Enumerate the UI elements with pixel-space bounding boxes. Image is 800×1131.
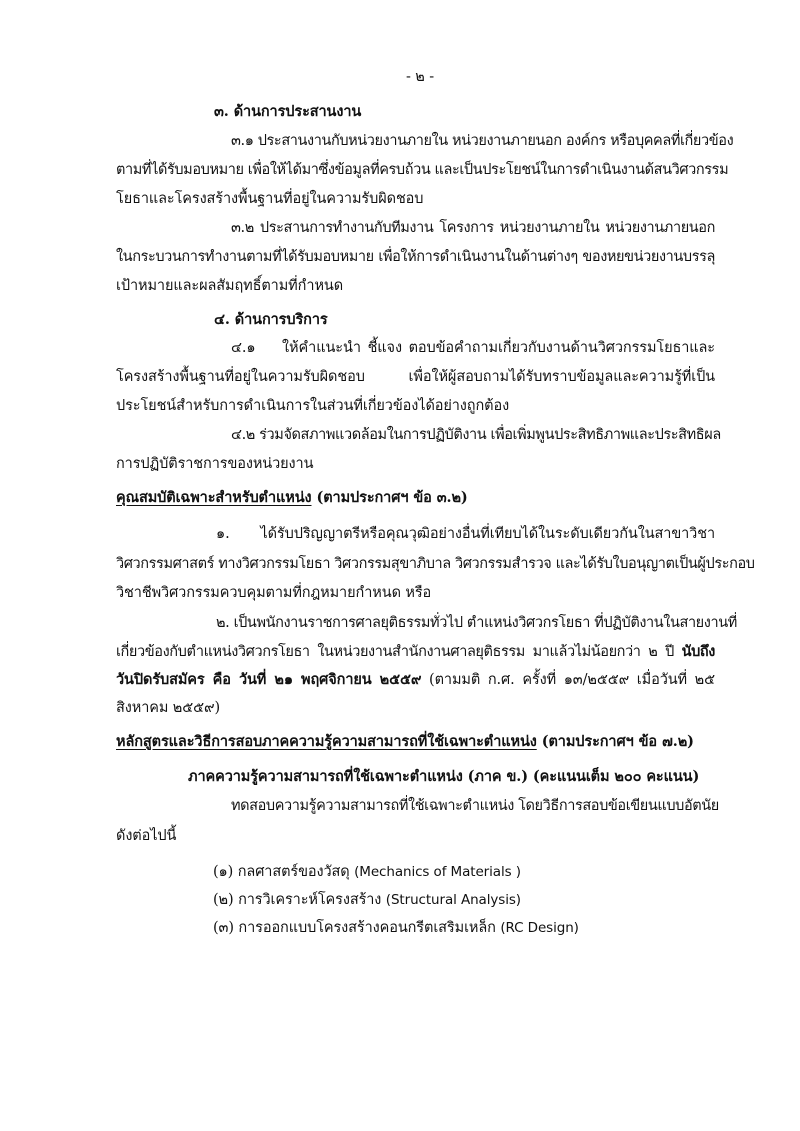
exam-item-3-thai: (๓) การออกแบบโครงสร้างคอนกรีตเสริมเหล็ก [213,920,501,936]
qualification-heading-ref: (ตามประกาศฯ ข้อ ๓.๒) [311,489,468,506]
exam-item-3-english: (RC Design) [500,920,579,936]
exam-item-2-english: (Structural Analysis) [385,892,521,908]
exam-item-3 [213,917,579,939]
qualification-2-line-4: สิงหาคม ๒๕๕๙) [116,700,221,716]
qualification-1-line-2: วิศวกรรมศาสตร์ ทางวิศวกรรมโยธา วิศวกรรมสุขาภิบาล วิศวกรรมสำรวจ และได้รับใบอนุญาตเป็นผู้ประกอบ [116,556,755,572]
exam-item-1-english: (Mechanics of Materials ) [354,864,521,880]
qualification-2-line-1: ๒. เป็นพนักงานราชการศาลยุติธรรมทั่วไป ตำแหน่งวิศวกรโยธา ที่ปฏิบัติงานในสายงานที่ [216,615,737,631]
qualification-1-line-1: ๑. ได้รับปริญญาตรีหรือคุณวุฒิอย่างอื่นที่เทียบได้ในระดับเดียวกันในสาขาวิชา [216,526,715,542]
exam-item-2-thai: (๒) การวิเคราะห์โครงสร้าง [213,892,386,908]
exam-description-line-1: ทดสอบความรู้ความสามารถที่ใช้เฉพาะตำแหน่ง โดยวิธีการสอบข้อเขียนแบบอัตนัย [231,798,719,814]
qualification-1-line-3: วิชาชีพวิศวกรรมควบคุมตามที่กฎหมายกำหนด หรือ [116,585,432,601]
qualification-2-line-2-bold: นับถึง [681,643,715,660]
section-3-heading: ๓. ด้านการประสานงาน [214,103,362,120]
exam-description-line-2: ดังต่อไปนี้ [116,828,177,844]
exam-heading-ref: (ตามประกาศฯ ข้อ ๗.๒) [536,733,694,750]
qualification-heading-title: คุณสมบัติเฉพาะสำหรับตำแหน่ง [116,489,312,506]
section-4-1-line-3: ประโยชน์สำหรับการดำเนินการในส่วนที่เกี่ยวข้องได้อย่างถูกต้อง [116,398,510,414]
exam-heading-title: หลักสูตรและวิธีการสอบภาคความรู้ความสามารถที่ใช้เฉพาะตำแหน่ง [116,733,537,750]
page-number: - ๒ - [406,69,435,85]
exam-item-1-thai: (๑) กลศาสตร์ของวัสดุ [213,864,355,880]
section-4-2-line-2: การปฏิบัติราชการของหน่วยงาน [116,456,314,472]
section-4-heading: ๔. ด้านการบริการ [214,311,328,328]
section-3-1-line-3: โยธาและโครงสร้างพื้นฐานที่อยู่ในความรับผิดชอบ [116,191,424,207]
section-4-1-line-1: ๔.๑ ให้คำแนะนำ ชี้แจง ตอบข้อคำถามเกี่ยวกับงานด้านวิศวกรรมโยธาและ [231,340,715,356]
qualification-heading [116,487,468,509]
qualification-2-line-3-bold: วันปิดรับสมัคร คือ วันที่ ๒๑ พฤศจิกายน ๒๕๕๙ [116,671,422,688]
exam-subheading: ภาคความรู้ความสามารถที่ใช้เฉพาะตำแหน่ง (ภาค ข.) (คะแนนเต็ม ๒๐๐ คะแนน) [188,768,700,785]
exam-heading [116,731,694,753]
qualification-2-line-3 [116,669,715,691]
section-3-2-line-3: เป้าหมายและผลสัมฤทธิ์ตามที่กำหนด [116,278,344,294]
exam-item-2 [213,889,521,911]
section-4-2-line-1: ๔.๒ ร่วมจัดสภาพแวดล้อมในการปฏิบัติงาน เพื่อเพิ่มพูนประสิทธิภาพและประสิทธิผล [231,427,721,443]
section-3-1-line-1: ๓.๑ ประสานงานกับหน่วยงานภายใน หน่วยงานภายนอก องค์กร หรือบุคคลที่เกี่ยวข้อง [231,133,734,149]
exam-item-1 [213,861,521,883]
section-3-1-line-2: ตามที่ได้รับมอบหมาย เพื่อให้ได้มาซึ่งข้อมูลที่ครบถ้วน และเป็นประโยชน์ในการดำเนินงานด้สนวิศวกรรม [116,162,729,178]
qualification-2-line-3-text: (ตามมติ ก.ศ. ครั้งที่ ๑๓/๒๕๕๙ เมื่อวันที่ ๒๕ [421,672,715,688]
qualification-2-line-2-text: เกี่ยวข้องกับตำแหน่งวิศวกรโยธา ในหน่วยงานสำนักงานศาลยุติธรรม มาแล้วไม่น้อยกว่า ๒ ปี [116,644,682,660]
qualification-2-line-2 [116,641,715,663]
section-3-2-line-1: ๓.๒ ประสานการทำงานกับทีมงาน โครงการ หน่วยงานภายใน หน่วยงานภายนอก [231,220,715,236]
section-3-2-line-2: ในกระบวนการทำงานตามที่ได้รับมอบหมาย เพื่อให้การดำเนินงานในด้านต่างๆ ของหยขน่วยงานบรรลุ [116,249,715,265]
section-4-1-line-2: โครงสร้างพื้นฐานที่อยู่ในความรับผิดชอบ เพื่อให้ผู้สอบถามได้รับทราบข้อมูลและความรู้ที่เป็น [116,369,715,385]
